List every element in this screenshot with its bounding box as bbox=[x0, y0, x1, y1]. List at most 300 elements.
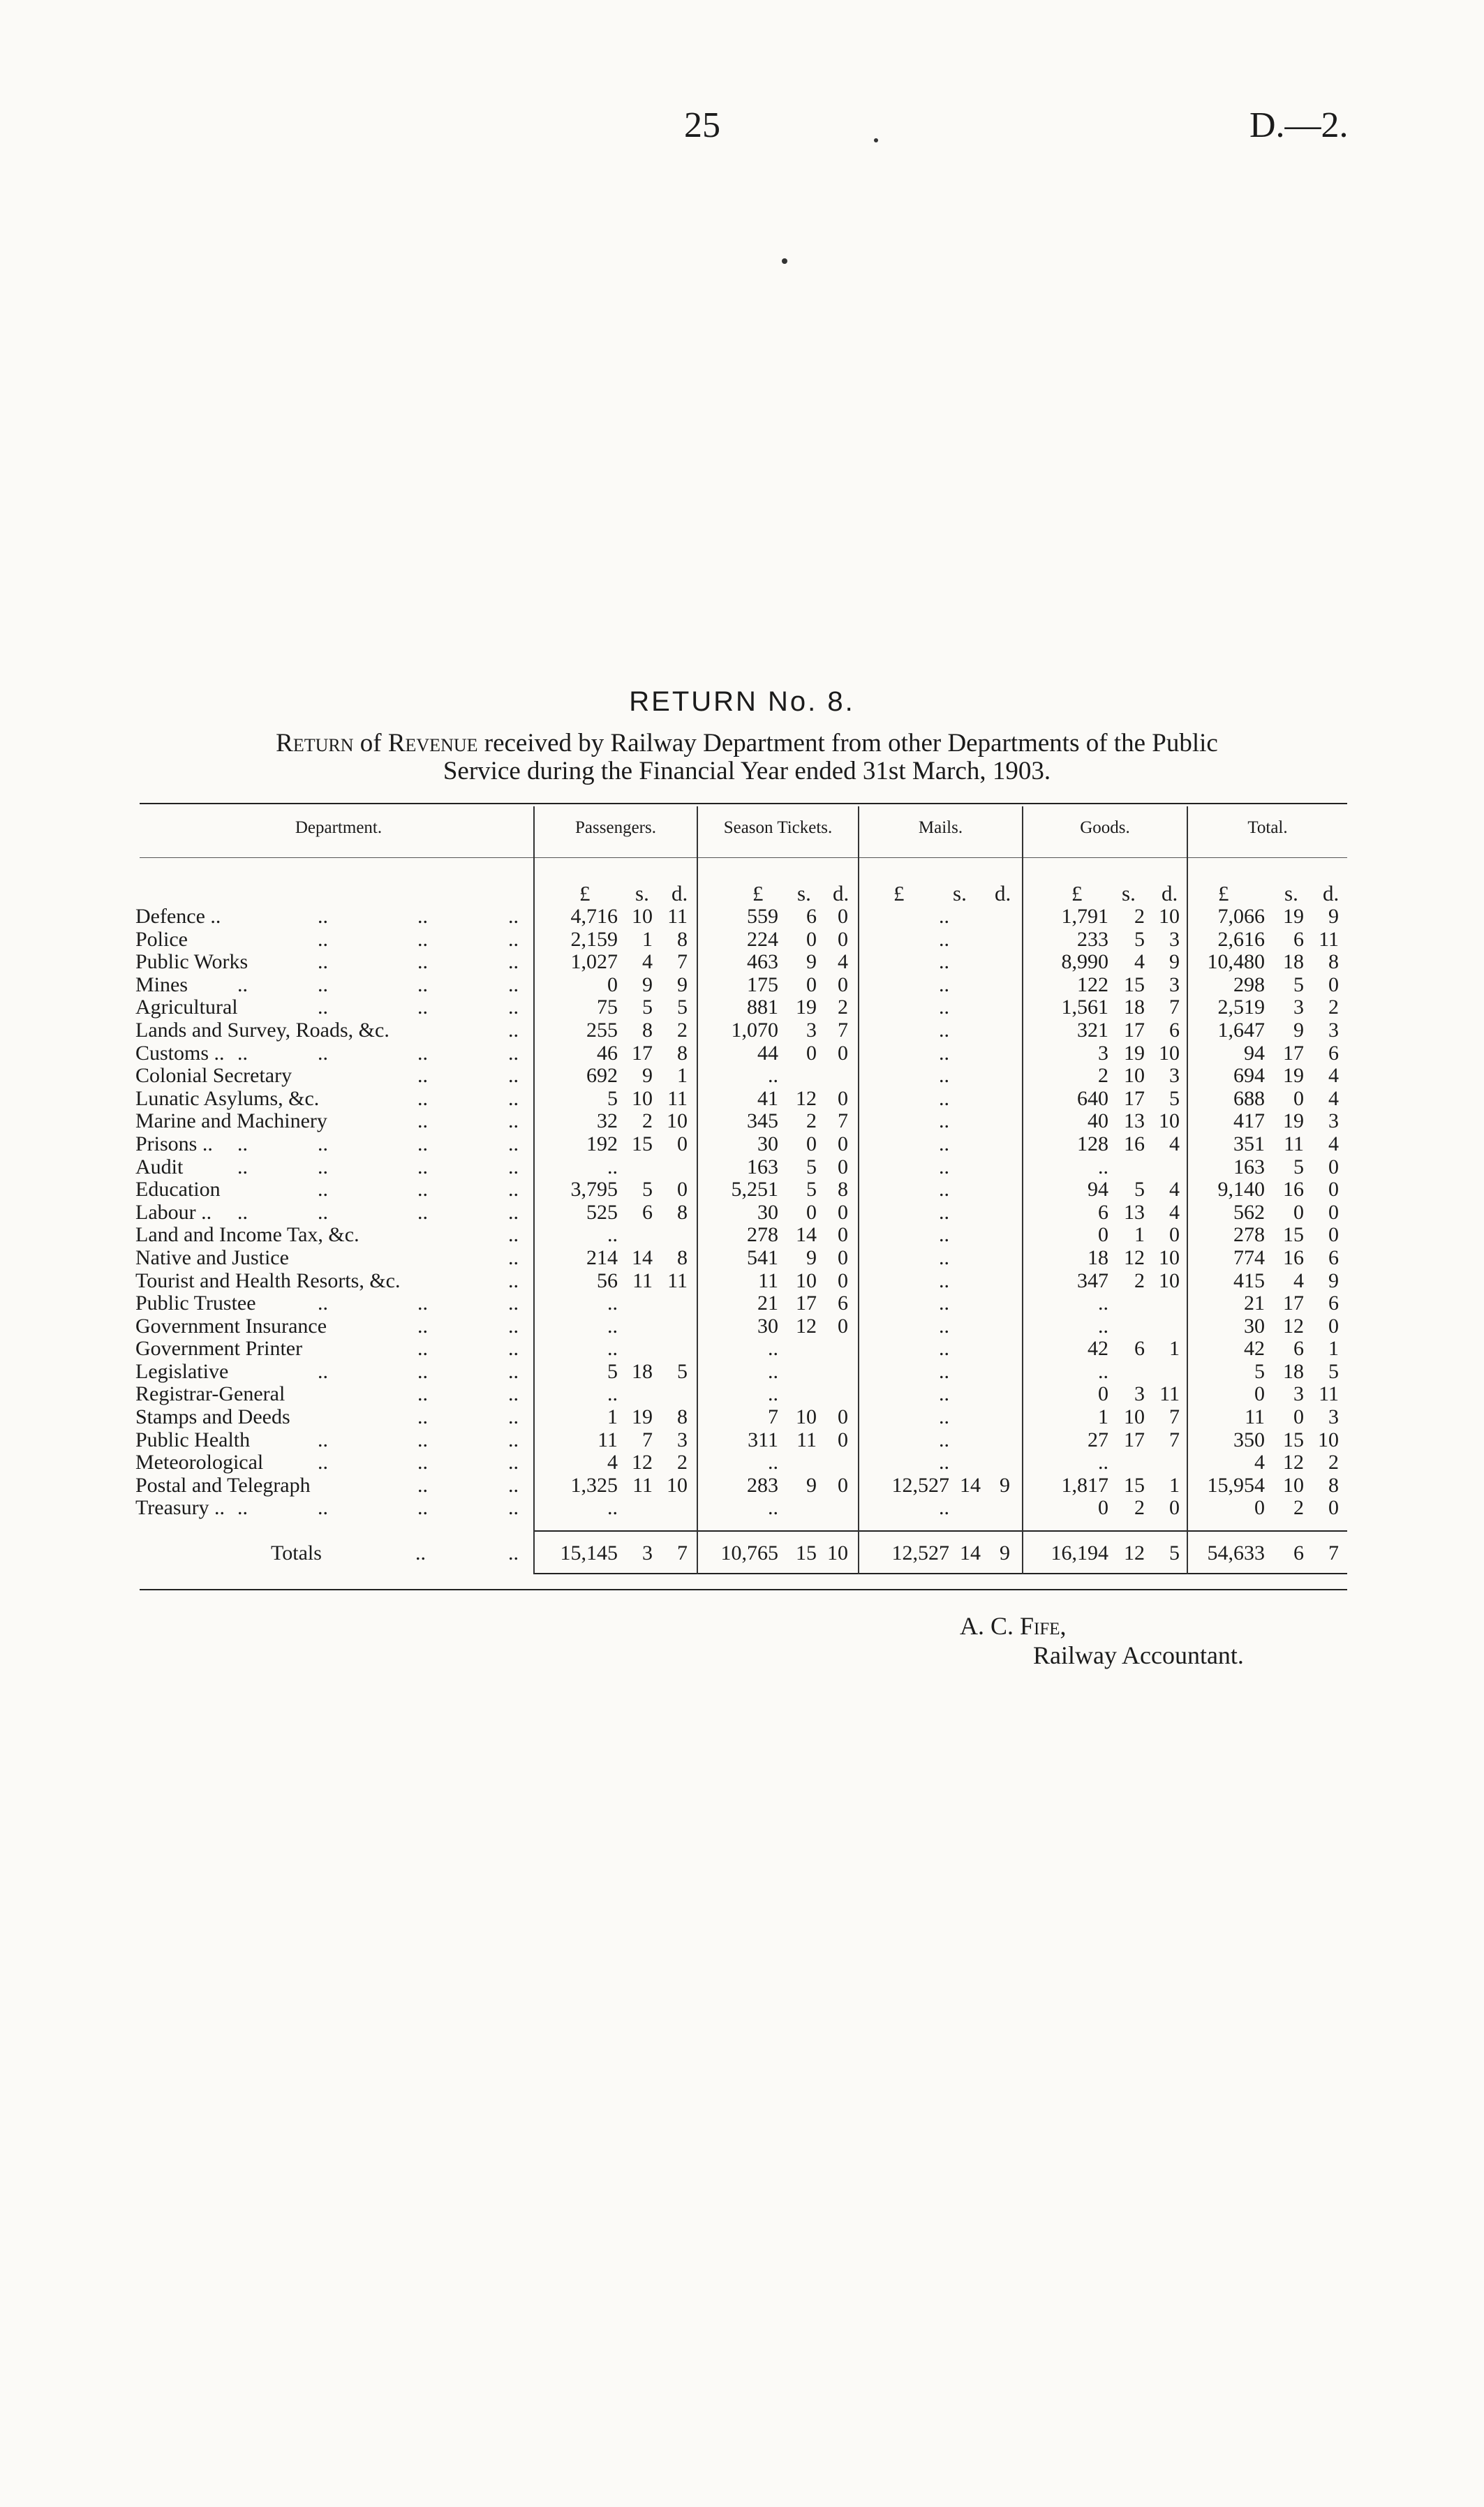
total-pence: 7 bbox=[1328, 1541, 1339, 1565]
mails-blank: .. bbox=[939, 1359, 949, 1383]
goods-shillings: 15 bbox=[1124, 1473, 1145, 1497]
speck bbox=[874, 138, 878, 142]
season-tickets-shillings: 10 bbox=[796, 1405, 817, 1429]
goods-shillings: 13 bbox=[1124, 1200, 1145, 1224]
passengers-pounds: 5 bbox=[607, 1086, 618, 1110]
leader-dots: .. bbox=[417, 1200, 428, 1224]
passengers-pounds: 4,716 bbox=[570, 905, 618, 928]
mails-blank: .. bbox=[939, 1200, 949, 1224]
department-name: Land and Income Tax, &c. bbox=[135, 1223, 359, 1247]
mails-blank: .. bbox=[939, 1064, 949, 1088]
totals-top-rule bbox=[534, 1530, 1347, 1532]
goods-shillings: 17 bbox=[1124, 1086, 1145, 1110]
table-top-rule bbox=[140, 803, 1347, 804]
season-tickets-pence: 0 bbox=[838, 927, 848, 951]
leader-dots: .. bbox=[508, 1132, 519, 1155]
goods-shillings: 2 bbox=[1134, 1496, 1145, 1520]
passengers-blank: .. bbox=[607, 1223, 618, 1247]
department-name: Native and Justice bbox=[135, 1245, 289, 1269]
total-pence: 10 bbox=[1318, 1428, 1339, 1451]
department-name: Audit bbox=[135, 1155, 184, 1178]
goods-pounds: 128 bbox=[1077, 1132, 1108, 1155]
passengers-pence: 11 bbox=[667, 1269, 688, 1292]
total-pounds: 351 bbox=[1233, 1132, 1265, 1155]
total-pence: 3 bbox=[1328, 1109, 1339, 1133]
passengers-pounds: 2,159 bbox=[570, 927, 618, 951]
passengers-pounds: 1 bbox=[607, 1405, 618, 1429]
goods-pence: 11 bbox=[1159, 1382, 1180, 1406]
total-pounds: 562 bbox=[1233, 1200, 1265, 1224]
goods-pence: 9 bbox=[1169, 950, 1180, 974]
total-pence: 2 bbox=[1328, 1451, 1339, 1474]
return-subtitle bbox=[140, 730, 1354, 785]
season-tickets-blank: .. bbox=[768, 1359, 778, 1383]
season-tickets-pounds: 11 bbox=[758, 1269, 778, 1292]
table-row bbox=[0, 1019, 1484, 1042]
goods-pounds: 27 bbox=[1088, 1428, 1108, 1451]
leader-dots: .. bbox=[508, 1473, 519, 1497]
passengers-shillings: 9 bbox=[642, 973, 653, 996]
table-row bbox=[0, 996, 1484, 1019]
season-tickets-shillings: 11 bbox=[796, 1428, 817, 1451]
leader-dots: .. bbox=[318, 1178, 328, 1201]
table-row bbox=[0, 1110, 1484, 1133]
mails-blank: .. bbox=[939, 1132, 949, 1155]
season-tickets-pence: 0 bbox=[838, 973, 848, 996]
mails-blank: .. bbox=[939, 1178, 949, 1201]
goods-pence: 10 bbox=[1159, 905, 1180, 928]
mails-blank: .. bbox=[939, 1405, 949, 1429]
season-tickets-shillings: 15 bbox=[796, 1541, 817, 1565]
total-pounds: 1,647 bbox=[1217, 1018, 1265, 1042]
goods-pounds: 42 bbox=[1088, 1337, 1108, 1361]
column-header-passengers: Passengers. bbox=[575, 818, 656, 837]
goods-shillings: 19 bbox=[1124, 1041, 1145, 1065]
season-tickets-pounds: 278 bbox=[747, 1223, 778, 1247]
passengers-pence: 8 bbox=[677, 1405, 688, 1429]
table-row bbox=[0, 1451, 1484, 1474]
total-shillings: 15 bbox=[1283, 1428, 1304, 1451]
passengers-pence: 10 bbox=[667, 1473, 688, 1497]
return-heading: RETURN No. 8. bbox=[629, 686, 855, 717]
mails-blank: .. bbox=[939, 1337, 949, 1361]
total-shillings: 11 bbox=[1284, 1132, 1304, 1155]
goods-shillings: 6 bbox=[1134, 1337, 1145, 1361]
total-pounds: 4 bbox=[1254, 1451, 1265, 1474]
leader-dots: .. bbox=[417, 1496, 428, 1520]
total-pence: 5 bbox=[1328, 1359, 1339, 1383]
mails-blank: .. bbox=[939, 1155, 949, 1178]
season-tickets-pence: 0 bbox=[838, 1041, 848, 1065]
passengers-pence: 11 bbox=[667, 1086, 688, 1110]
leader-dots: .. bbox=[237, 973, 248, 996]
passengers-pence: 0 bbox=[677, 1132, 688, 1155]
table-row bbox=[0, 1315, 1484, 1338]
leader-dots: .. bbox=[417, 1132, 428, 1155]
goods-pence: 10 bbox=[1159, 1109, 1180, 1133]
season-tickets-pence: 0 bbox=[838, 1314, 848, 1338]
goods-shillings: 12 bbox=[1124, 1541, 1145, 1565]
total-pence: 3 bbox=[1328, 1018, 1339, 1042]
leader-dots: .. bbox=[318, 927, 328, 951]
passengers-shillings: 11 bbox=[632, 1473, 653, 1497]
passengers-shillings: 1 bbox=[642, 927, 653, 951]
season-tickets-pence: 0 bbox=[838, 1155, 848, 1178]
passengers-shillings: 17 bbox=[632, 1041, 653, 1065]
season-tickets-blank: .. bbox=[768, 1451, 778, 1474]
mails-blank: .. bbox=[939, 1496, 949, 1520]
mails-blank: .. bbox=[939, 1109, 949, 1133]
total-shillings: 10 bbox=[1283, 1473, 1304, 1497]
total-shillings: 3 bbox=[1293, 996, 1304, 1019]
season-tickets-pence: 0 bbox=[838, 1245, 848, 1269]
leader-dots: .. bbox=[318, 1041, 328, 1065]
total-shillings: 12 bbox=[1283, 1451, 1304, 1474]
goods-pence: 7 bbox=[1169, 1428, 1180, 1451]
table-row bbox=[0, 1088, 1484, 1111]
season-tickets-pounds: 559 bbox=[747, 905, 778, 928]
department-name: Prisons .. bbox=[135, 1132, 213, 1155]
goods-pence: 5 bbox=[1169, 1541, 1180, 1565]
leader-dots: .. bbox=[508, 1178, 519, 1201]
total-shillings: 4 bbox=[1293, 1269, 1304, 1292]
table-row bbox=[0, 905, 1484, 929]
goods-pence: 7 bbox=[1169, 1405, 1180, 1429]
season-tickets-pounds: 541 bbox=[747, 1245, 778, 1269]
total-pounds: 694 bbox=[1233, 1064, 1265, 1088]
department-name: Legislative bbox=[135, 1359, 229, 1383]
total-pence: 0 bbox=[1328, 1178, 1339, 1201]
column-header-mails: Mails. bbox=[918, 818, 963, 837]
goods-blank: .. bbox=[1098, 1359, 1108, 1383]
passengers-pence: 8 bbox=[677, 1041, 688, 1065]
subtitle-line-2: Service during the Financial Year ended 31st March, 1903. bbox=[443, 757, 1051, 785]
leader-dots: .. bbox=[508, 1451, 519, 1474]
table-row bbox=[0, 1224, 1484, 1247]
total-pence: 6 bbox=[1328, 1245, 1339, 1269]
total-shillings: 19 bbox=[1283, 1109, 1304, 1133]
table-body bbox=[0, 905, 1484, 1520]
column-header-goods: Goods. bbox=[1080, 818, 1130, 837]
goods-shillings: 10 bbox=[1124, 1405, 1145, 1429]
goods-shillings: 10 bbox=[1124, 1064, 1145, 1088]
season-tickets-pence: 0 bbox=[838, 1428, 848, 1451]
total-shillings: 18 bbox=[1283, 1359, 1304, 1383]
total-shillings: 16 bbox=[1283, 1245, 1304, 1269]
total-pounds: 10,480 bbox=[1207, 950, 1265, 974]
unit-pound: £ bbox=[893, 881, 905, 905]
passengers-pounds: 32 bbox=[597, 1109, 618, 1133]
passengers-pounds: 5 bbox=[607, 1359, 618, 1383]
season-tickets-pence: 0 bbox=[838, 1086, 848, 1110]
total-pounds: 350 bbox=[1233, 1428, 1265, 1451]
passengers-pence: 7 bbox=[677, 950, 688, 974]
goods-pounds: 3 bbox=[1098, 1041, 1108, 1065]
unit-pence: d. bbox=[671, 881, 688, 905]
goods-pounds: 347 bbox=[1077, 1269, 1108, 1292]
totals-row bbox=[0, 1541, 1484, 1565]
total-pence: 4 bbox=[1328, 1064, 1339, 1088]
passengers-pence: 11 bbox=[667, 905, 688, 928]
goods-pounds: 1 bbox=[1098, 1405, 1108, 1429]
total-pence: 9 bbox=[1328, 905, 1339, 928]
leader-dots: .. bbox=[417, 1109, 428, 1133]
season-tickets-pence: 10 bbox=[827, 1541, 848, 1565]
passengers-shillings: 5 bbox=[642, 996, 653, 1019]
total-pounds: 30 bbox=[1244, 1314, 1265, 1338]
passengers-pounds: 11 bbox=[598, 1428, 618, 1451]
total-shillings: 6 bbox=[1293, 1541, 1304, 1565]
department-name: Stamps and Deeds bbox=[135, 1405, 290, 1429]
goods-shillings: 3 bbox=[1134, 1382, 1145, 1406]
unit-shillings: s. bbox=[1284, 881, 1298, 905]
total-pence: 8 bbox=[1328, 950, 1339, 974]
leader-dots: .. bbox=[417, 927, 428, 951]
table-row bbox=[0, 1201, 1484, 1225]
goods-pounds: 321 bbox=[1077, 1018, 1108, 1042]
season-tickets-pounds: 21 bbox=[757, 1292, 778, 1315]
department-name: Tourist and Health Resorts, &c. bbox=[135, 1269, 401, 1292]
table-row bbox=[0, 1406, 1484, 1429]
passengers-shillings: 10 bbox=[632, 905, 653, 928]
total-shillings: 0 bbox=[1293, 1086, 1304, 1110]
passengers-pounds: 692 bbox=[586, 1064, 618, 1088]
mails-blank: .. bbox=[939, 1382, 949, 1406]
mails-blank: .. bbox=[939, 1018, 949, 1042]
leader-dots: .. bbox=[318, 1132, 328, 1155]
department-name: Agricultural bbox=[135, 996, 238, 1019]
passengers-shillings: 15 bbox=[632, 1132, 653, 1155]
goods-pounds: 0 bbox=[1098, 1496, 1108, 1520]
passengers-pence: 2 bbox=[677, 1018, 688, 1042]
leader-dots: .. bbox=[508, 1041, 519, 1065]
passengers-pounds: 75 bbox=[597, 996, 618, 1019]
season-tickets-pence: 2 bbox=[838, 996, 848, 1019]
unit-shillings: s. bbox=[635, 881, 649, 905]
total-shillings: 6 bbox=[1293, 1337, 1304, 1361]
total-pounds: 298 bbox=[1233, 973, 1265, 996]
total-pence: 1 bbox=[1328, 1337, 1339, 1361]
leader-dots: .. bbox=[417, 1405, 428, 1429]
department-name: Public Health bbox=[135, 1428, 251, 1451]
leader-dots: .. bbox=[508, 1018, 519, 1042]
unit-pence: d. bbox=[1162, 881, 1178, 905]
table-row bbox=[0, 1338, 1484, 1361]
table-row bbox=[0, 1178, 1484, 1201]
goods-pounds: 0 bbox=[1098, 1382, 1108, 1406]
season-tickets-shillings: 6 bbox=[806, 905, 817, 928]
total-pounds: 42 bbox=[1244, 1337, 1265, 1361]
mails-blank: .. bbox=[939, 950, 949, 974]
passengers-pence: 1 bbox=[677, 1064, 688, 1088]
page-reference: D.—2. bbox=[1249, 105, 1349, 145]
season-tickets-shillings: 9 bbox=[806, 950, 817, 974]
season-tickets-pounds: 1,070 bbox=[731, 1018, 778, 1042]
passengers-pence: 8 bbox=[677, 1245, 688, 1269]
season-tickets-pence: 4 bbox=[838, 950, 848, 974]
goods-pence: 0 bbox=[1169, 1496, 1180, 1520]
leader-dots: .. bbox=[417, 1473, 428, 1497]
goods-pence: 10 bbox=[1159, 1269, 1180, 1292]
table-row bbox=[0, 1247, 1484, 1270]
passengers-blank: .. bbox=[607, 1155, 618, 1178]
table-bottom-rule bbox=[140, 1589, 1347, 1590]
mails-blank: .. bbox=[939, 1041, 949, 1065]
season-tickets-pounds: 175 bbox=[747, 973, 778, 996]
mails-blank: .. bbox=[939, 973, 949, 996]
leader-dots: .. bbox=[508, 1292, 519, 1315]
leader-dots: .. bbox=[508, 1337, 519, 1361]
leader-dots: .. bbox=[417, 1359, 428, 1383]
unit-pound: £ bbox=[1218, 881, 1229, 905]
leader-dots: .. bbox=[318, 1155, 328, 1178]
leader-dots: .. bbox=[417, 996, 428, 1019]
season-tickets-shillings: 19 bbox=[796, 996, 817, 1019]
unit-shillings: s. bbox=[953, 881, 967, 905]
season-tickets-pounds: 30 bbox=[757, 1200, 778, 1224]
leader-dots: .. bbox=[508, 1223, 519, 1247]
passengers-pounds: 255 bbox=[586, 1018, 618, 1042]
goods-blank: .. bbox=[1098, 1314, 1108, 1338]
passengers-pounds: 56 bbox=[597, 1269, 618, 1292]
leader-dots: .. bbox=[318, 905, 328, 928]
goods-pounds: 94 bbox=[1088, 1178, 1108, 1201]
season-tickets-pence: 7 bbox=[838, 1109, 848, 1133]
goods-blank: .. bbox=[1098, 1292, 1108, 1315]
season-tickets-shillings: 0 bbox=[806, 1041, 817, 1065]
passengers-pence: 10 bbox=[667, 1109, 688, 1133]
mails-blank: .. bbox=[939, 1451, 949, 1474]
mails-blank: .. bbox=[939, 1292, 949, 1315]
leader-dots: .. bbox=[417, 1382, 428, 1406]
total-pounds: 774 bbox=[1233, 1245, 1265, 1269]
unit-shillings: s. bbox=[1122, 881, 1136, 905]
season-tickets-pounds: 30 bbox=[757, 1314, 778, 1338]
goods-pounds: 18 bbox=[1088, 1245, 1108, 1269]
department-name: Colonial Secretary bbox=[135, 1064, 292, 1088]
total-pence: 11 bbox=[1319, 927, 1339, 951]
total-pence: 0 bbox=[1328, 1155, 1339, 1178]
total-shillings: 16 bbox=[1283, 1178, 1304, 1201]
total-pounds: 2,616 bbox=[1217, 927, 1265, 951]
table-row bbox=[0, 951, 1484, 974]
leader-dots: .. bbox=[318, 996, 328, 1019]
season-tickets-blank: .. bbox=[768, 1382, 778, 1406]
passengers-shillings: 14 bbox=[632, 1245, 653, 1269]
leader-dots: .. bbox=[508, 1382, 519, 1406]
totals-dots: .. bbox=[415, 1541, 426, 1565]
total-shillings: 9 bbox=[1293, 1018, 1304, 1042]
total-shillings: 19 bbox=[1283, 905, 1304, 928]
leader-dots: .. bbox=[318, 1200, 328, 1224]
season-tickets-shillings: 0 bbox=[806, 927, 817, 951]
totals-bottom-rule bbox=[534, 1573, 1347, 1574]
leader-dots: .. bbox=[508, 1428, 519, 1451]
subtitle-line-1 bbox=[140, 730, 1354, 757]
goods-pounds: 1,791 bbox=[1061, 905, 1108, 928]
passengers-blank: .. bbox=[607, 1496, 618, 1520]
leader-dots: .. bbox=[508, 1064, 519, 1088]
season-tickets-shillings: 0 bbox=[806, 1200, 817, 1224]
total-pounds: 417 bbox=[1233, 1109, 1265, 1133]
signature-initials: A. C. bbox=[960, 1612, 1021, 1640]
passengers-shillings: 8 bbox=[642, 1018, 653, 1042]
season-tickets-blank: .. bbox=[768, 1337, 778, 1361]
mails-pounds: 12,527 bbox=[891, 1541, 949, 1565]
department-name: Public Works bbox=[135, 950, 248, 974]
mails-blank: .. bbox=[939, 927, 949, 951]
unit-pound: £ bbox=[1071, 881, 1083, 905]
leader-dots: .. bbox=[417, 905, 428, 928]
table-row bbox=[0, 1292, 1484, 1315]
goods-shillings: 15 bbox=[1124, 973, 1145, 996]
leader-dots: .. bbox=[508, 1496, 519, 1520]
season-tickets-shillings: 10 bbox=[796, 1269, 817, 1292]
unit-shillings: s. bbox=[797, 881, 811, 905]
total-pounds: 688 bbox=[1233, 1086, 1265, 1110]
season-tickets-pence: 6 bbox=[838, 1292, 848, 1315]
passengers-pounds: 1,027 bbox=[570, 950, 618, 974]
mails-shillings: 14 bbox=[960, 1473, 981, 1497]
passengers-shillings: 18 bbox=[632, 1359, 653, 1383]
season-tickets-pounds: 5,251 bbox=[731, 1178, 778, 1201]
table-row bbox=[0, 1156, 1484, 1179]
season-tickets-shillings: 5 bbox=[806, 1178, 817, 1201]
leader-dots: .. bbox=[417, 1178, 428, 1201]
subtitle-line-1-rest: received by Railway Department from other Departments of the Public bbox=[477, 729, 1218, 757]
season-tickets-pounds: 224 bbox=[747, 927, 778, 951]
total-shillings: 12 bbox=[1283, 1314, 1304, 1338]
goods-pence: 3 bbox=[1169, 1064, 1180, 1088]
column-header-season-tickets: Season Tickets. bbox=[723, 818, 833, 837]
leader-dots: .. bbox=[508, 996, 519, 1019]
table-row bbox=[0, 929, 1484, 952]
season-tickets-pence: 8 bbox=[838, 1178, 848, 1201]
passengers-shillings: 12 bbox=[632, 1451, 653, 1474]
department-name: Labour .. bbox=[135, 1200, 212, 1224]
leader-dots: .. bbox=[417, 1086, 428, 1110]
goods-pounds: 6 bbox=[1098, 1200, 1108, 1224]
total-pence: 4 bbox=[1328, 1086, 1339, 1110]
goods-pence: 7 bbox=[1169, 996, 1180, 1019]
season-tickets-shillings: 2 bbox=[806, 1109, 817, 1133]
season-tickets-shillings: 9 bbox=[806, 1245, 817, 1269]
passengers-shillings: 19 bbox=[632, 1405, 653, 1429]
totals-label: Totals bbox=[271, 1541, 322, 1565]
mails-shillings: 14 bbox=[960, 1541, 981, 1565]
season-tickets-pounds: 311 bbox=[748, 1428, 778, 1451]
leader-dots: .. bbox=[318, 973, 328, 996]
goods-pence: 10 bbox=[1159, 1245, 1180, 1269]
season-tickets-shillings: 3 bbox=[806, 1018, 817, 1042]
leader-dots: .. bbox=[318, 1359, 328, 1383]
passengers-shillings: 7 bbox=[642, 1428, 653, 1451]
table-row bbox=[0, 1497, 1484, 1520]
total-shillings: 17 bbox=[1283, 1041, 1304, 1065]
goods-pence: 3 bbox=[1169, 927, 1180, 951]
department-name: Defence .. bbox=[135, 905, 221, 928]
goods-pence: 6 bbox=[1169, 1018, 1180, 1042]
mails-blank: .. bbox=[939, 1428, 949, 1451]
leader-dots: .. bbox=[237, 1041, 248, 1065]
passengers-shillings: 9 bbox=[642, 1064, 653, 1088]
total-shillings: 15 bbox=[1283, 1223, 1304, 1247]
goods-pounds: 233 bbox=[1077, 927, 1108, 951]
total-pounds: 278 bbox=[1233, 1223, 1265, 1247]
passengers-pounds: 15,145 bbox=[560, 1541, 618, 1565]
total-pence: 9 bbox=[1328, 1269, 1339, 1292]
passengers-pence: 8 bbox=[677, 927, 688, 951]
